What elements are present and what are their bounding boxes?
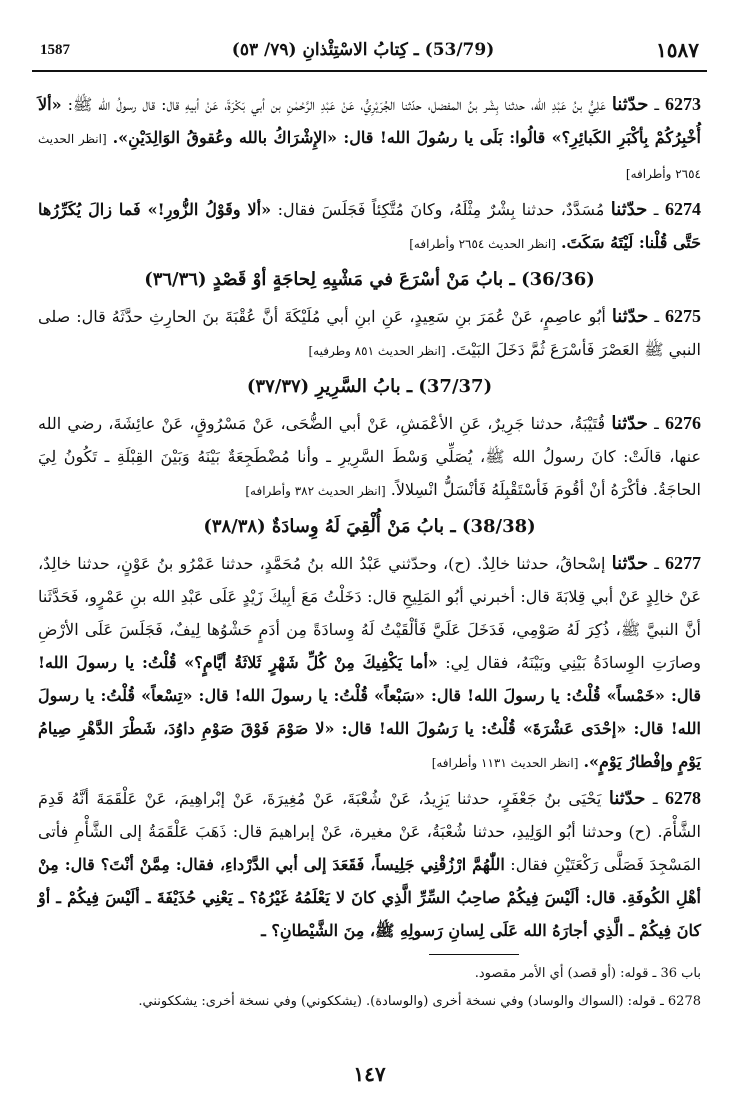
footnote: 6278 ـ قوله: (السواك والوساد) وفي نسخة أخرى (والوسادة). (يشككوني) وفي نسخة أخرى: يشككونني. <box>138 994 701 1009</box>
footnote-rule <box>429 954 519 955</box>
hadith-quote: «أما يَكْفِيكَ مِنْ كُلِّ شَهْرٍ ثَلاثَةُ أيَّامٍ؟» قُلْتُ: يا رسولَ الله! قال: «خَمْساً» قُلْتُ: يا رسولَ الله! قال: «سَبْعاً» قُلْتُ: يا رسولَ الله! قال: «تِسْعاً» قُلْتُ: يا رسولَ الله! قال: «إحْدَى عَشْرَةَ» قُلْتُ: يا رَسُولَ الله! قال: «لا صَوْمَ فَوْقَ صَوْمِ داوُدَ، شَطْرَ الدَّهْرِ صِيامُ يَوْمٍ وإفْطارُ يَوْمٍ». <box>38 653 701 771</box>
footnote: باب 36 ـ قوله: (أو قصد) أي الأمر مقصود. <box>474 966 701 981</box>
haddathana: حدّثنا <box>611 306 649 327</box>
hadith-text: مُسَدَّدٌ، حدثنا بِشْرٌ مِثْلَهُ، وكانَ مُتَّكِئاً فَجَلَسَ فقال: <box>277 200 605 219</box>
hadith-6275: 6275 ـ حدّثنا أبُو عاصِمٍ، عَنْ عُمَرَ بنِ سَعِيدٍ، عَنِ ابنِ أبي مُلَيْكَةَ أنَّ عُقْبَةَ بنَ الحارِثِ حدَّثَهُ قال: صلى النبي ﷺ العَصْرَ فَأسْرَعَ ثُمَّ دَخَلَ البَيْتَ. [انظر الحديث ٨٥١ وطرفيه] <box>38 306 702 359</box>
chapter-heading-38: (38/38) ـ بابُ مَنْ أُلْقِيَ لَهُ وِسادَةٌ (٣٨/٣٨) <box>203 516 536 537</box>
hadith-6277: 6277 ـ حدّثنا إسْحاقُ، حدثنا خالِدٌ. (ح)، وحدّثني عَبْدُ الله بنُ مُحَمَّدٍ، حدثنا عَمْرُو بنُ عَوْنٍ، حدثنا خالِدٌ، عَنْ خالِدٍ عَنْ أبي قِلابَةَ قال: أخبرني أبُو المَلِيحِ قال: دَخَلْتُ مَعَ أبِيكَ زَيْدٍ عَلَى عَبْدِ الله بنِ عَمْرٍو، فَحَدَّثَنا أنَّ النبيَّ ﷺ، ذُكِرَ لَهُ صَوْمِي، فَدَخَلَ عَلَيَّ فَألْقَيْتُ لَهُ وِسادَةً مِن أدَمٍ حَشْوُها لِيفٌ، فَجَلَسَ عَلَى الأرْضِ وصارَتِ الوِسادَةُ بَيْنِي وبَيْنَهُ، فقال لِي: «أما يَكْفِيكَ مِنْ كُلِّ شَهْرٍ ثَلاثَةُ أيَّامٍ؟» قُلْتُ: يا رسولَ الله! قال: «خَمْساً» قُلْتُ: يا رسولَ الله! قال: «سَبْعاً» قُلْتُ: يا رسولَ الله! قال: «تِسْعاً» قُلْتُ: يا رسولَ الله! قال: «إحْدَى عَشْرَةَ» قُلْتُ: يا رَسُولَ الله! قال: «لا صَوْمَ فَوْقَ صَوْمِ داوُدَ، شَطْرَ الدَّهْرِ صِيامُ يَوْمٍ وإفْطارُ يَوْمٍ». [انظر الحديث ١١٣١ وأطرافه] <box>38 553 702 771</box>
running-title: (53/79) ـ كِتابُ الاسْتِئْذانِ (٧٩/ ٥٣) <box>231 40 495 60</box>
hadith-quote: «ألاَ أُخْبِرُكُمْ بِأكْبَرِ الكَبائِرِ؟» قالُوا: بَلَى يا رسُولَ الله! قال: «الإِشْرَاكُ بالله وعُقوقُ الوَالِدَيْنِ». <box>38 95 702 147</box>
haddathana: حدّثنا <box>608 788 646 809</box>
hadith-quote: اللّٰهُمَّ ارْزُقْنِي جَلِيساً، فَقَعَدَ إلى أبي الدَّرْداءِ، فقال: مِمَّنْ أنْتَ؟ قال: مِنْ أهْلِ الكُوفَةِ. قال: ألَيْسَ فِيكُمْ صاحِبُ السِّرِّ الَّذِي كانَ لا يَعْلَمُهُ غَيْرُهُ؟ ـ يَعْنِي حُذَيْفَةَ ـ ألَيْسَ فِيكُمْ ـ أوْ كانَ فِيكُمْ ـ الَّذِي أجارَهُ الله عَلَى لِسانِ رَسولِهِ ﷺ، مِنَ الشَّيْطانِ؟ ـ <box>38 855 701 940</box>
hadith-6276: 6276 ـ حدّثنا قُتَيْبَةُ، حدثنا جَرِيرٌ، عَنِ الأعْمَشِ، عَنْ أبي الضُّحَى، عَنْ مَسْرُوقٍ، عَنْ عائِشَةَ، رضي الله عنها، قالَتْ: كانَ رسولُ الله ﷺ، يُصَلِّي وَسْطَ السَّرِيرِ ـ وأنا مُضْطَجِعَةٌ بَيْنَهُ وَبَيْنَ القِبْلَةِ ـ تَكُونُ لِيَ الحاجَةُ. فأكْرَهُ أنْ أقُومَ فَأسْتَقْبِلَهُ فَأنْسَلُّ انْسِلالاً. [انظر الحديث ٣٨٢ وأطرافه] <box>38 413 701 499</box>
haddathana: حدّثنا <box>611 413 648 434</box>
header-rule <box>32 70 707 72</box>
footnotes <box>38 960 701 1016</box>
hadith-reference: [انظر الحديث ٢٦٥٤ وأطرافه] <box>38 132 701 181</box>
page-number-right: ١٥٨٧ <box>656 38 699 62</box>
page-number-left: 1587 <box>40 41 70 58</box>
hadith-text: عَلِيُّ بنُ عَبْدِ الله، حدثنا بِشْر بنُ المفضل، حدّثنا الجُرَيْرِيُّ، عَنْ عَبْدِ الرَّحْمٰنِ بن أبي بَكْرَةَ، عَنْ أبيهِ قال: قال رسولُ الله ﷺ: <box>67 95 606 114</box>
hadith-number: 6273 <box>665 94 701 114</box>
haddathana: حدّثنا <box>611 94 649 115</box>
chapter-heading-36: (36/36) ـ بابُ مَنْ أسْرَعَ في مَشْيِهِ لِحاجَةٍ أوْ قَصْدٍ (٣٦/٣٦) <box>144 269 595 290</box>
hadith-number: 6276 <box>665 413 701 433</box>
hadith-number: 6277 <box>665 553 701 573</box>
hadith-text: أبُو عاصِمٍ، عَنْ عُمَرَ بنِ سَعِيدٍ، عَنِ ابنِ أبي مُلَيْكَةَ أنَّ عُقْبَةَ بنَ الحارِثِ حدَّثَهُ قال: صلى النبي ﷺ العَصْرَ فَأسْرَعَ ثُمَّ دَخَلَ البَيْتَ. <box>38 307 701 359</box>
haddathana: حدّثنا <box>611 553 649 574</box>
page-footer-number: ١٤٧ <box>353 1062 386 1086</box>
hadith-6274: 6274 ـ حدّثنا مُسَدَّدٌ، حدثنا بِشْرٌ مِثْلَهُ، وكانَ مُتَّكِئاً فَجَلَسَ فقال: «ألا وقَوْلُ الزُّورِ!» فَما زالَ يُكَرِّرُها حَتَّى قُلْنا: لَيْتَهُ سَكَتَ. [انظر الحديث ٢٦٥٤ وأطرافه] <box>38 199 701 252</box>
hadith-6273: 6273 ـ حدّثنا عَلِيُّ بنُ عَبْدِ الله، حدثنا بِشْر بنُ المفضل، حدّثنا الجُرَيْرِيُّ، عَنْ عَبْدِ الرَّحْمٰنِ بن أبي بَكْرَةَ، عَنْ أبيهِ قال: قال رسولُ الله ﷺ: «ألاَ أُخْبِرُكُمْ بِأكْبَرِ الكَبائِرِ؟» قالُوا: بَلَى يا رسُولَ الله! قال: «الإِشْرَاكُ بالله وعُقوقُ الوَالِدَيْنِ». [انظر الحديث ٢٦٥٤ وأطرافه] <box>38 94 702 181</box>
hadith-text: قُتَيْبَةُ، حدثنا جَرِيرٌ، عَنِ الأعْمَشِ، عَنْ أبي الضُّحَى، عَنْ مَسْرُوقٍ، عَنْ عائِشَةَ، رضي الله عنها، قالَتْ: كانَ رسولُ الله ﷺ، يُصَلِّي وَسْطَ السَّرِيرِ ـ وأنا مُضْطَجِعَةٌ بَيْنَهُ وَبَيْنَ القِبْلَةِ ـ تَكُونُ لِيَ الحاجَةُ. فأكْرَهُ أنْ أقُومَ فَأسْتَقْبِلَهُ فَأنْسَلُّ انْسِلالاً. <box>38 414 701 499</box>
haddathana: حدّثنا <box>610 199 648 220</box>
hadith-number: 6274 <box>665 199 701 219</box>
hadith-reference: [انظر الحديث ١١٣١ وأطرافه] <box>431 756 579 770</box>
page-header <box>40 30 699 70</box>
hadith-number: 6275 <box>665 306 702 326</box>
hadith-number: 6278 <box>665 788 701 808</box>
hadith-quote: «ألا وقَوْلُ الزُّورِ!» فَما زالَ يُكَرِّرُها حَتَّى قُلْنا: لَيْتَهُ سَكَتَ. <box>38 200 701 252</box>
hadith-reference: [انظر الحديث ٣٨٢ وأطرافه] <box>245 484 386 498</box>
hadith-reference: [انظر الحديث ٢٦٥٤ وأطرافه] <box>409 237 556 251</box>
hadith-text: يَحْيَى بنُ جَعْفَرٍ، حدثنا يَزِيدُ، عَنْ شُعْبَةَ، عَنْ مُغِيرَةَ، عَنْ إبْراهِيمَ، عَنْ عَلْقَمَةَ أنَّهُ قَدِمَ الشَّأْمَ. (ح) وحدثنا أبُو الوَلِيدِ، حدثنا شُعْبَةُ، عَنْ مغيرة، عَنْ إبراهيمَ قال: ذَهَبَ عَلْقَمَةُ إلى الشَّأْمِ فأتى المَسْجِدَ فَصَلَّى رَكْعَتَيْنِ فقال: <box>38 789 701 874</box>
page-body <box>38 88 701 949</box>
chapter-heading-37: (37/37) ـ بابُ السَّرِيرِ (٣٧/٣٧) <box>246 376 493 397</box>
hadith-6278: 6278 ـ حدّثنا يَحْيَى بنُ جَعْفَرٍ، حدثنا يَزِيدُ، عَنْ شُعْبَةَ، عَنْ مُغِيرَةَ، عَنْ إبْراهِيمَ، عَنْ عَلْقَمَةَ أنَّهُ قَدِمَ الشَّأْمَ. (ح) وحدثنا أبُو الوَلِيدِ، حدثنا شُعْبَةُ، عَنْ مغيرة، عَنْ إبراهيمَ قال: ذَهَبَ عَلْقَمَةُ إلى الشَّأْمِ فأتى المَسْجِدَ فَصَلَّى رَكْعَتَيْنِ فقال: اللّٰهُمَّ ارْزُقْنِي جَلِيساً، فَقَعَدَ إلى أبي الدَّرْداءِ، فقال: مِمَّنْ أنْتَ؟ قال: مِنْ أهْلِ الكُوفَةِ. قال: ألَيْسَ فِيكُمْ صاحِبُ السِّرِّ الَّذِي كانَ لا يَعْلَمُهُ غَيْرُهُ؟ ـ يَعْنِي حُذَيْفَةَ ـ ألَيْسَ فِيكُمْ ـ أوْ كانَ فِيكُمْ ـ الَّذِي أجارَهُ الله عَلَى لِسانِ رَسولِهِ ﷺ، مِنَ الشَّيْطانِ؟ ـ <box>38 788 701 940</box>
hadith-text: إسْحاقُ، حدثنا خالِدٌ. (ح)، وحدّثني عَبْدُ الله بنُ مُحَمَّدٍ، حدثنا عَمْرُو بنُ عَوْنٍ، حدثنا خالِدٌ، عَنْ خالِدٍ عَنْ أبي قِلابَةَ قال: أخبرني أبُو المَلِيحِ قال: دَخَلْتُ مَعَ أبِيكَ زَيْدٍ عَلَى عَبْدِ الله بنِ عَمْرٍو، فَحَدَّثَنا أنَّ النبيَّ ﷺ، ذُكِرَ لَهُ صَوْمِي، فَدَخَلَ عَلَيَّ فَألْقَيْتُ لَهُ وِسادَةً مِن أدَمٍ حَشْوُها لِيفٌ، فَجَلَسَ عَلَى الأرْضِ وصارَتِ الوِسادَةُ بَيْنِي وبَيْنَهُ، فقال لِي: <box>38 554 702 672</box>
hadith-reference: [انظر الحديث ٨٥١ وطرفيه] <box>308 344 446 358</box>
